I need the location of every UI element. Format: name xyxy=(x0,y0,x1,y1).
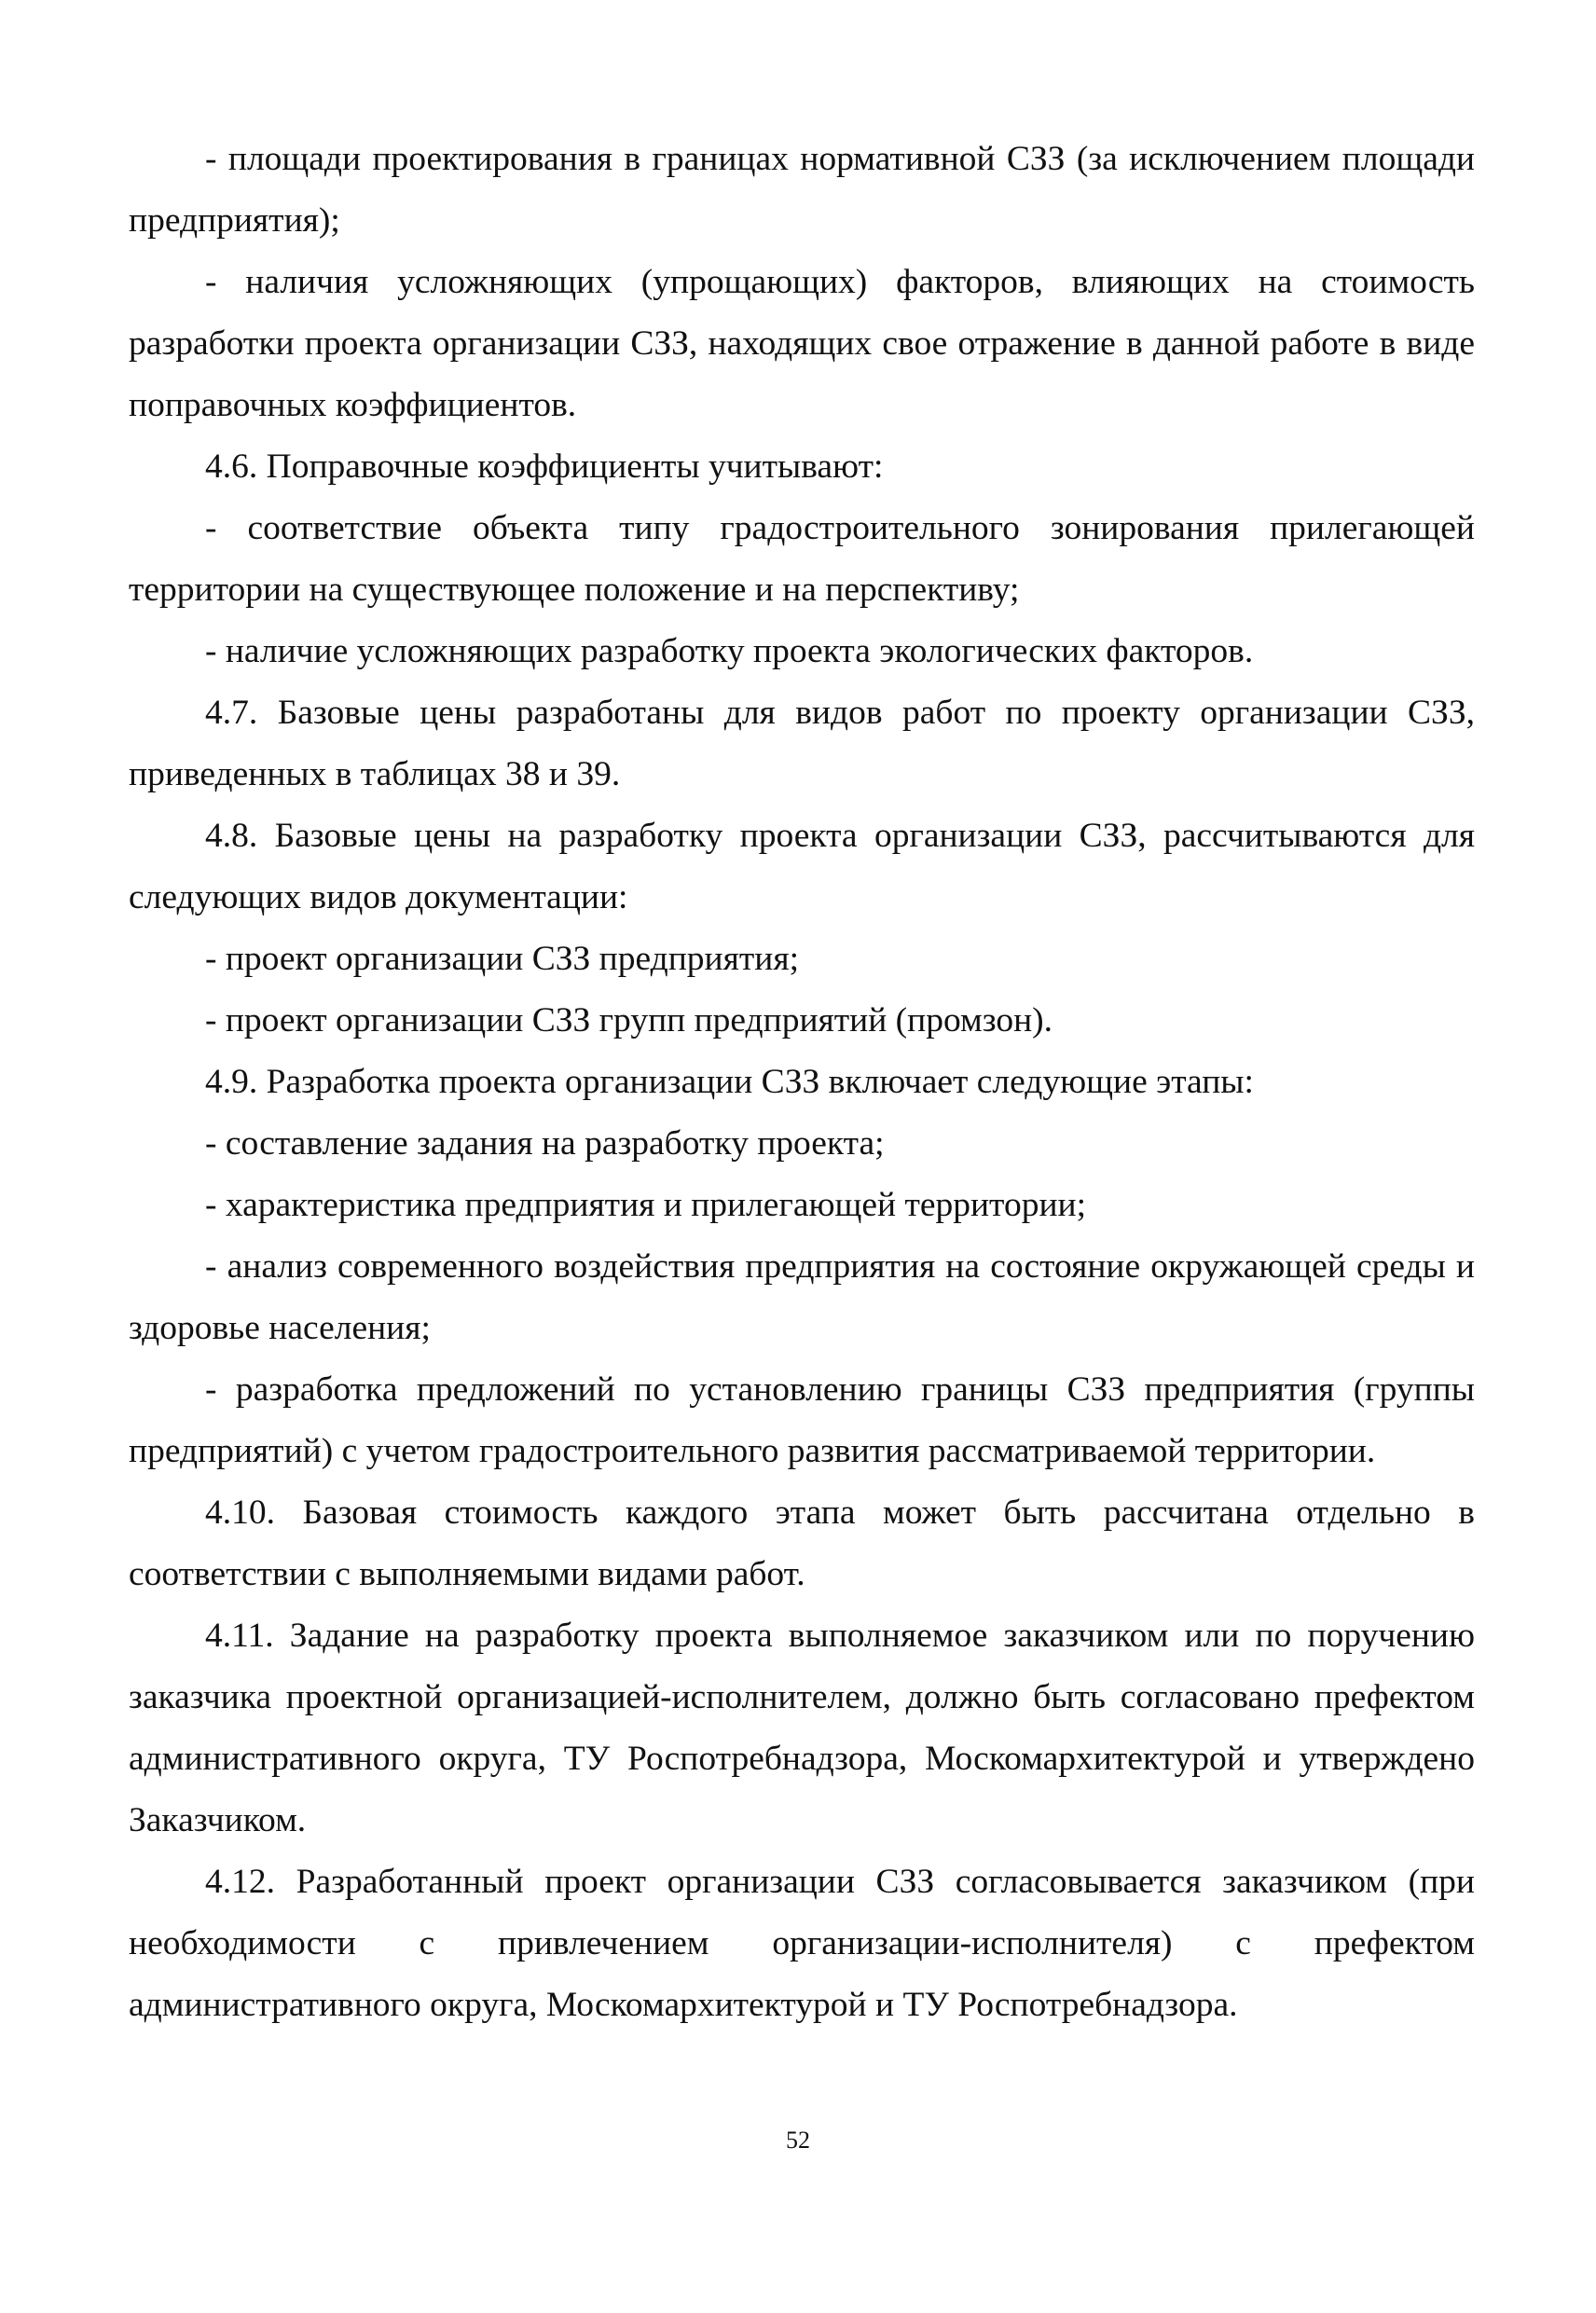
paragraph-4-11: 4.11. Задание на разработку проекта выполняемое заказчиком или по поручению заказчика проектной организацией-исполнителем, должно быть согласовано префектом административного округа, ТУ Роспотребнадзора, Москомархитектурой и утверждено Заказчиком. xyxy=(129,1617,1475,1839)
paragraph-stage-characteristics: - характеристика предприятия и прилегающей территории; xyxy=(205,1186,1087,1224)
paragraph-design-area: - площади проектирования в границах нормативной СЗЗ (за исключением площади предприятия); xyxy=(129,140,1475,240)
paragraph-4-7: 4.7. Базовые цены разработаны для видов работ по проекту организации СЗЗ, приведенных в таблицах 38 и 39. xyxy=(129,694,1475,793)
paragraph-4-6: 4.6. Поправочные коэффициенты учитывают: xyxy=(205,447,884,486)
paragraph-4-8: 4.8. Базовые цены на разработку проекта организации СЗЗ, рассчитываются для следующих видов документации: xyxy=(129,817,1475,916)
page-number: 52 xyxy=(786,2127,810,2154)
paragraph-stage-proposals: - разработка предложений по установлению границы СЗЗ предприятия (группы предприятий) с учетом градостроительного развития рассматриваемой территории. xyxy=(129,1370,1475,1470)
paragraph-4-10: 4.10. Базовая стоимость каждого этапа может быть рассчитана отдельно в соответствии с выполняемыми видами работ. xyxy=(129,1494,1475,1593)
paragraph-stage-assignment: - составление задания на разработку проекта; xyxy=(205,1124,885,1163)
paragraph-enterprise-project: - проект организации СЗЗ предприятия; xyxy=(205,940,799,978)
paragraph-complicating-factors: - наличия усложняющих (упрощающих) факторов, влияющих на стоимость разработки проекта организации СЗЗ, находящих свое отражение в данной работе в виде поправочных коэффициентов. xyxy=(129,263,1475,424)
paragraph-ecological-factors: - наличие усложняющих разработку проекта экологических факторов. xyxy=(205,632,1254,670)
body-text xyxy=(129,129,1475,2036)
paragraph-stage-analysis: - анализ современного воздействия предприятия на состояние окружающей среды и здоровье населения; xyxy=(129,1247,1475,1347)
paragraph-zoning-compliance: - соответствие объекта типу градостроительного зонирования прилегающей территории на существующее положение и на перспективу; xyxy=(129,509,1475,609)
paragraph-group-project: - проект организации СЗЗ групп предприятий (промзон). xyxy=(205,1001,1053,1039)
paragraph-4-12: 4.12. Разработанный проект организации СЗЗ согласовывается заказчиком (при необходимости с привлечением организации-исполнителя) с префектом административного округа, Москомархитектурой и ТУ Роспотребнадзора. xyxy=(129,1863,1475,2024)
paragraph-4-9: 4.9. Разработка проекта организации СЗЗ включает следующие этапы: xyxy=(205,1063,1254,1101)
